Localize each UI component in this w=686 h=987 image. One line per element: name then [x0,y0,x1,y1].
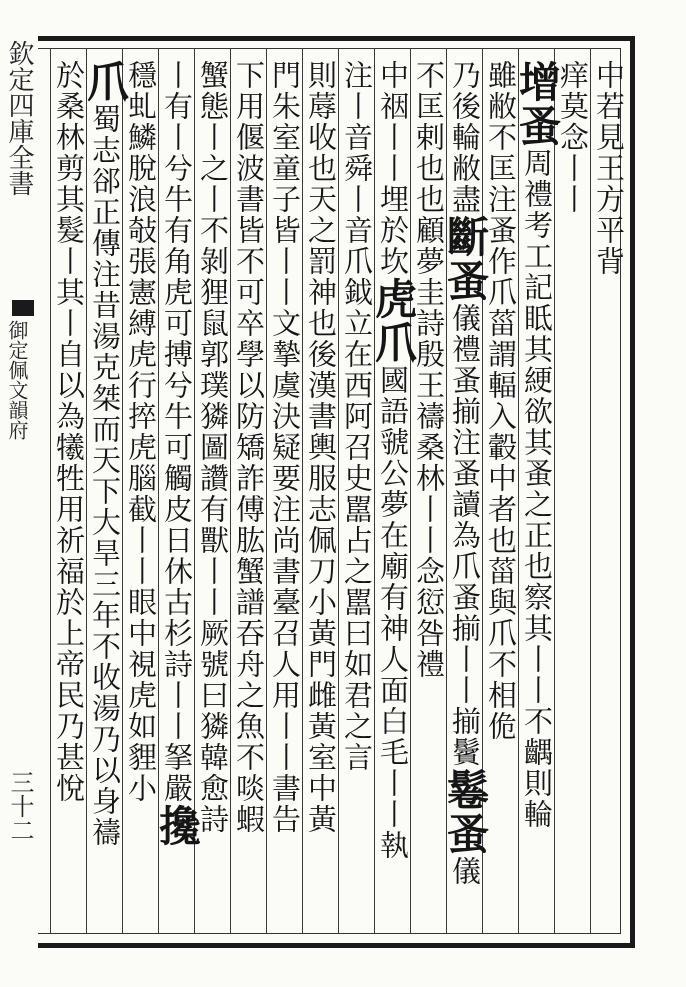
entry-text: 中若見王方平背 [592,60,626,277]
entry-heading: 斷蚤 [441,215,490,303]
column-rule [554,48,555,934]
text-column [232,60,266,920]
text-column [412,60,446,920]
column-rule [266,48,267,934]
page-number: 三十二 [6,770,34,842]
entry-heading: 虎爪 [369,277,418,365]
text-column [196,60,230,920]
column-rule [302,48,303,934]
column-rule [590,48,591,934]
entry-text: 不匡剌也 [412,60,446,184]
entry-text: 則蓐收也天之罰神也後漢書輿服志佩刀小黃門雌黃室中黃 [304,60,338,835]
column-rule [194,48,195,934]
text-column [369,60,418,920]
entry-text: 於桑林剪其髮丨其丨自以為犧牲用祈福於上帝民乃甚悅 [52,60,86,804]
text-column [556,60,590,920]
column-rule [230,48,231,934]
entry-text: 蟹態丨之丨不剝狸鼠郭璞獜圖讚有獸丨丨厥號曰獜韓愈詩 [196,60,230,835]
book-title: 欽定四庫全書 [4,40,34,196]
entry-heading: 爪 [81,60,130,104]
entry-text: 儀 [448,856,482,887]
text-column [268,60,302,920]
entry-text: 穩虬鱗脫浪敧張憲縛虎行捽虎腦截丨丨眼中視虎如貍小 [124,60,158,804]
entry-text: 門朱室童子皆丨丨文摯虞決疑要注尚書臺召人用丨丨書告 [268,60,302,835]
entry-text: 蜀志郤正傳注昔湯克桀而天下大旱三年不收湯乃以身禱 [88,104,122,848]
entry-heading: 攙 [153,804,202,848]
column-rule [86,48,87,934]
column-rule [158,48,159,934]
entry-text: 也顧夢圭詩殷王禱桑林丨丨念愆咎 [412,184,446,649]
volume-title: 御定佩文韻府 [5,320,29,440]
entry-text: 禮 [412,649,446,680]
entry-text: 痒莫念丨丨 [556,60,590,215]
text-column [304,60,338,920]
column-rule [374,48,375,934]
entry-text: 雖敝不匡注蚤作爪菑謂輻入轂中者也菑與爪不相佹 [484,60,518,742]
text-column [592,60,626,920]
entry-text: 乃後輪敝盡 [448,60,482,215]
text-column [340,60,374,920]
column-rule [518,48,519,934]
column-rule [50,48,51,934]
entry-text: 國語虢公夢在廟有神人面白毛丨丨執 [376,365,410,861]
column-rule [338,48,339,934]
text-column [81,60,130,920]
entry-text: 下用偃波書皆不可卒學以防矯詐傅肱蟹譜吞舟之魚不啖蝦 [232,60,266,835]
entry-text: 中䄄丨丨埋於坎 [376,60,410,277]
text-column [441,60,490,920]
entry-text: 鉞立在西阿召史嚚占之嚚曰如君之言 [340,277,374,773]
entry-heading: 鬈蚤 [441,768,490,856]
text-column [124,60,158,920]
entry-text: 周禮考工記眡其綆欲其蚤之正也察其丨丨不齵則輪 [520,148,554,830]
column-rule [410,48,411,934]
text-column [153,60,202,920]
entry-heading: 增蚤 [513,60,562,148]
column-rule [122,48,123,934]
entry-text: 注丨音舜丨音爪 [340,60,374,277]
entry-text: 儀禮蚤揃注蚤讀為爪蚤揃丨丨揃鬢 [448,303,482,768]
fishtail-mark [12,300,34,316]
text-column [513,60,562,920]
entry-text: 丨有丨兮牛有角虎可搏兮牛可觸皮日休古杉詩丨丨拏嚴 [160,60,194,804]
text-column [52,60,86,920]
